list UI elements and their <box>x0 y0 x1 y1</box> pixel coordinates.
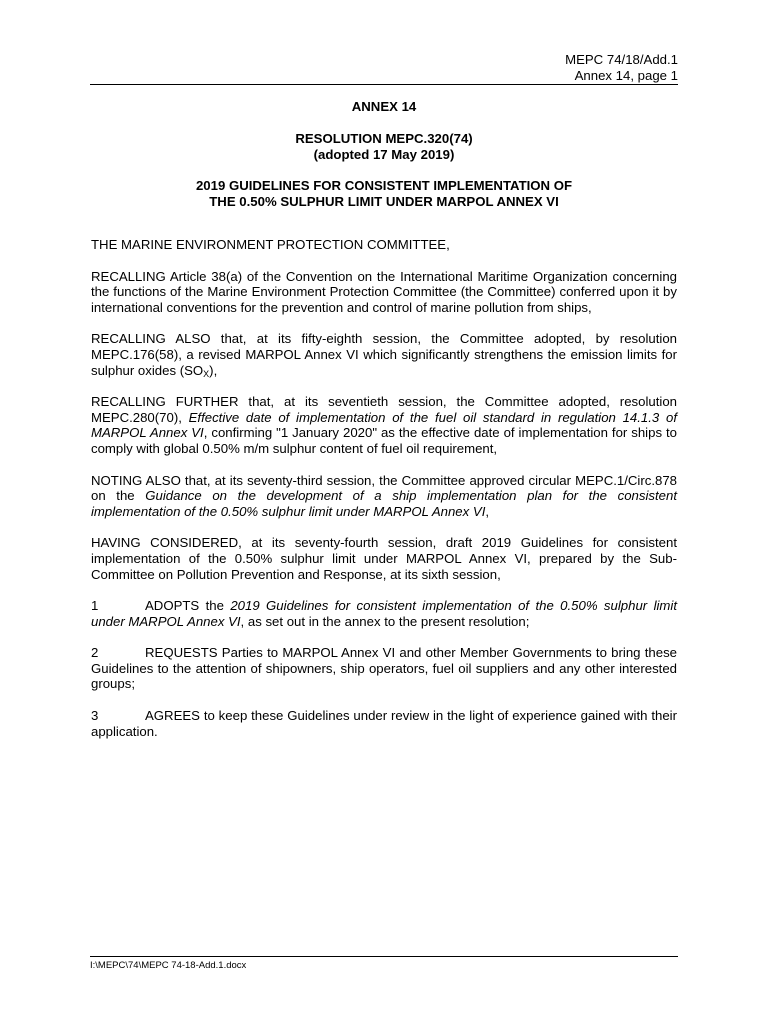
p2-end: ), <box>209 362 218 378</box>
page-header <box>90 52 678 83</box>
having-considered-paragraph: HAVING CONSIDERED, at its seventy-fourth session, draft 2019 Guidelines for consistent implementation of the 0.50% sulphur limit under MARPOL Annex VI, prepared by the Sub-Committee on Pollution Prevention and Response, at its sixth session, <box>91 535 677 582</box>
guidelines-title-line1: 2019 GUIDELINES FOR CONSISTENT IMPLEMENTATION OF <box>195 178 573 193</box>
op2-text: REQUESTS Parties to MARPOL Annex VI and other Member Governments to bring these Guidelines to the attention of shipowners, ship operators, fuel oil suppliers and any other interested groups; <box>91 645 677 692</box>
sox-subscript: X <box>203 368 210 379</box>
operative-number-1: 1 <box>91 598 99 614</box>
op3-text: AGREES to keep these Guidelines under review in the light of experience gained with their application. <box>91 708 677 739</box>
op1-end: , as set out in the annex to the present resolution; <box>240 613 530 629</box>
annex-title: ANNEX 14 <box>351 99 417 114</box>
header-rule <box>90 84 678 85</box>
operative-number-3: 3 <box>91 708 99 724</box>
operative-paragraph-3 <box>91 708 677 739</box>
document-reference: MEPC 74/18/Add.1 <box>565 52 678 67</box>
document-body <box>91 237 677 755</box>
p3-end: , confirming "1 January 2020" as the effective date of implementation for ships to comply with global 0.50% m/m sulphur content of fuel oil requirement, <box>91 425 677 456</box>
recalling-paragraph: RECALLING Article 38(a) of the Convention on the International Maritime Organization concerning the functions of the Marine Environment Protection Committee (the Committee) conferred upon it by international conventions for the prevention and control of marine pollution from ships, <box>91 268 677 315</box>
guidelines-title-line2: THE 0.50% SULPHUR LIMIT UNDER MARPOL ANNEX VI <box>209 193 559 209</box>
operative-number-2: 2 <box>91 645 99 661</box>
footer-file-path: I:\MEPC\74\MEPC 74-18-Add.1.docx <box>90 960 247 971</box>
guidelines-title <box>90 178 678 209</box>
p4-italic-title: Guidance on the development of a ship implementation plan for the consistent implementation of the 0.50% sulphur limit under MARPOL Annex VI <box>91 488 677 519</box>
p3-italic-title: Effective date of implementation of the fuel oil standard in regulation 14.1.3 of MARPOL Annex VI <box>91 409 677 441</box>
recalling-further-paragraph <box>91 394 677 456</box>
adoption-date: (adopted 17 May 2019) <box>313 146 455 162</box>
operative-paragraph-2 <box>91 645 677 692</box>
op1-text: ADOPTS the <box>145 598 231 614</box>
footer-rule <box>90 956 678 957</box>
operative-paragraph-1 <box>91 598 677 629</box>
committee-heading: THE MARINE ENVIRONMENT PROTECTION COMMITTEE, <box>91 237 450 252</box>
p4-text: NOTING ALSO that, at its seventy-third session, the Committee approved circular MEPC.1/Circ.878 on the <box>91 472 677 504</box>
op1-italic-title: 2019 Guidelines for consistent implementation of the 0.50% sulphur limit under MARPOL Annex VI <box>91 598 678 629</box>
p4-end: , <box>485 503 490 519</box>
p2-text: RECALLING ALSO that, at its fifty-eighth session, the Committee adopted, by resolution MEPC.176(58), a revised MARPOL Annex VI which significantly strengthens the emission limits for sulphur oxides (SO <box>91 331 677 378</box>
recalling-also-paragraph <box>91 331 677 378</box>
p3-text: RECALLING FURTHER that, at its seventieth session, the Committee adopted, resolution MEPC.280(70), <box>91 394 677 425</box>
noting-also-paragraph <box>91 473 677 520</box>
page-reference: Annex 14, page 1 <box>574 67 678 83</box>
resolution-block <box>90 131 678 162</box>
resolution-number: RESOLUTION MEPC.320(74) <box>295 131 473 146</box>
